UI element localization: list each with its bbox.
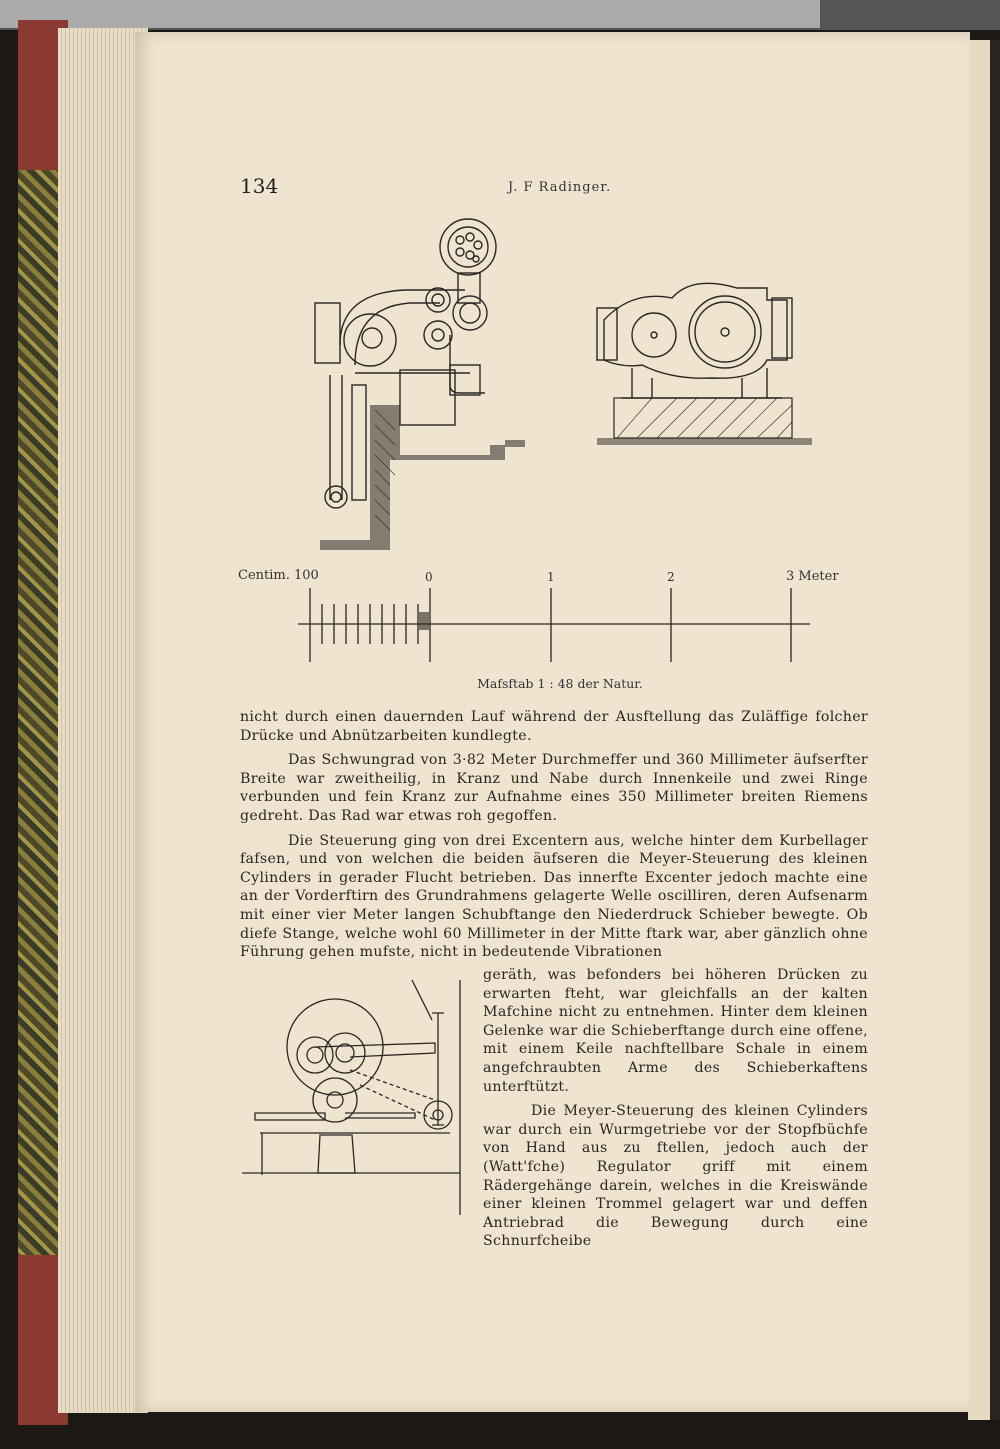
valve-gear-drawing — [240, 975, 465, 1215]
body-text — [240, 708, 868, 962]
scale-label-2: 2 — [667, 570, 675, 584]
scale-label-unit: Centim. 100 — [238, 568, 319, 583]
page-number: 134 — [240, 174, 279, 198]
running-head: J. F Radinger. — [508, 180, 612, 195]
scan-background-top-light — [0, 0, 820, 28]
paragraph-1: nicht durch einen dauernden Lauf während der Ausftellung das Zuläffige folcher Drücke und Abnützarbeiten kundlegte. — [240, 709, 868, 744]
engine-side-elevation-drawing — [300, 215, 530, 555]
scan-background-right — [990, 40, 1000, 1420]
side-paragraph-1: geräth, was befonders bei höheren Drücken zu erwarten fteht, war gleichfalls an der kalten Mafchine nicht zu entnehmen. Hinter dem kleinen Gelenke war die Schieberftange durch eine offene, mit einem Keile nachftellbare Schale in einem angefchraubten Arme des Schieberkaftens unterftützt. — [483, 967, 868, 1095]
scale-label-1: 1 — [547, 570, 555, 584]
figure-caption: Mafsftab 1 : 48 der Natur. — [477, 676, 643, 691]
paragraph-2: Das Schwungrad von 3·82 Meter Durchmeffer und 360 Millimeter äufserfter Breite war zweitheilig, in Kranz und Nabe durch Innenkeile und zwei Ringe verbunden und fein Kranz zur Aufnahme eines 350 Millimeter breiten Riemens gedreht. Das Rad war etwas roh gegoffen. — [240, 752, 868, 824]
side-paragraph-2: Die Meyer-Steuerung des kleinen Cylinders war durch ein Wurmgetriebe vor der Stopfbüchfe von Hand aus zu ftellen, jedoch auch der (Watt'fche) Regulator griff mit einem Rädergehänge darein, welches in die Kreiswände einer kleinen Trommel gelagert war und deffen Antriebrad die Bewegung durch eine Schnurfcheibe — [483, 1103, 868, 1250]
engine-end-elevation-drawing — [592, 280, 817, 450]
paragraph-3: Die Steuerung ging von drei Excentern aus, welche hinter dem Kurbellager fafsen, und von welchen die beiden äufseren die Meyer-Steuerung des kleinen Cylinders in gerader Flucht betrieben. Das innerfte Excenter jedoch machte eine an der Vorderftirn des Grundrahmens gelagerte Welle oscilliren, deren Aufsenarm mit einer vier Meter langen Schubftange den Niederdruck Schieber bewegte. Ob diefe Stange, welche wohl 60 Millimeter in der Mitte ftark war, aber gänzlich ohne Führung gehen mufste, nicht in bedeutende Vibrationen — [240, 832, 868, 961]
side-text — [483, 966, 868, 1257]
scale-label-3: 3 Meter — [786, 569, 839, 584]
scale-bar — [298, 582, 813, 667]
page-header — [240, 174, 840, 204]
scale-label-0: 0 — [425, 570, 433, 584]
